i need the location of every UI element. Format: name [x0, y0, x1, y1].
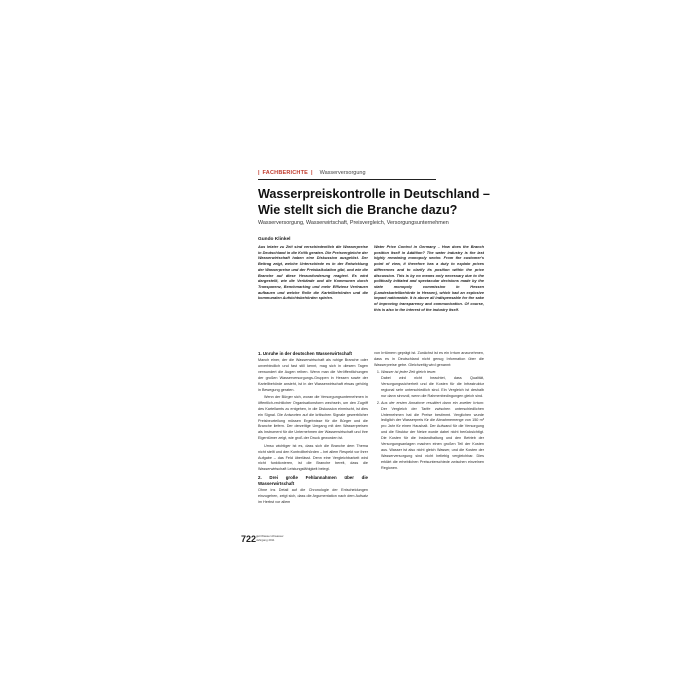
article-keywords: Wasserversorgung, Wasserwirtschaft, Preisvergleich, Versorgungsunternehmen	[258, 220, 449, 226]
header-separator-2: |	[311, 170, 313, 176]
body-column-right	[374, 351, 484, 541]
list-item	[381, 401, 484, 472]
body-column-left	[258, 351, 368, 541]
list-item-text: Der Vergleich der Tarife zwischen unterschiedlichen Unternehmen hat die Preise bestimmt. Verglichen wurde lediglich der Wasserpreis für die Abnahmemenge von 150 m³ pro Jahr für einen Haushalt. Der Aufwand für die Versorgung und die Struktur der Netze wurde dabei nicht berücksichtigt. Die Kosten für die Instandhaltung und den Betrieb der Versorgungsanlagen machen einen großen Teil der Kosten aus. Wasser ist also nicht gleich Wasser, und die Kosten der Wasserversorgung sind nicht beliebig vergleichbar. Dies erklärt die erheblichen Preisunterschiede zwischen einzelnen Regionen.	[381, 406, 484, 470]
topic-label: Wasserversorgung	[319, 170, 366, 176]
abstract-german: Aus letzter zu Zeit sind verschiedentlich die Wasserpreise in Deutschland in die Kritik geraten. Die Preisvergleiche der Wasserwirtschaft haben eine Diskussion ausgelöst. Der Beitrag zeigt, welche Unterschiede es in der Entwicklung der Wasserpreise und der Preiskalkulation gibt, und wie die Branche auf diese Herausforderung reagiert. Es wird dargestellt, wie die Verbände und die Kommunen durch Transparenz, Benchmarking und mehr Effizienz Vertrauen aufbauen und welche Rolle die Kartellbehörden und die kommunalen Aufsichtsbehörden spielen.	[258, 245, 368, 301]
section-label: FACHBERICHTE	[262, 170, 309, 176]
journal-issue: Jahrgang 2011	[256, 537, 275, 542]
journal-name: gwf-Wasser Abwasser	[256, 534, 284, 538]
list-item-text: Dabei wird nicht beachtet, dass Qualität, Versorgungssicherheit und die Kosten für die Infrastruktur regional sehr unterschiedlich sind. Ein Vergleich ist deshalb nur dann sinnvoll, wenn die Rahmenbedingungen gleich sind.	[381, 376, 484, 398]
right-column-paragraph-1: von Irrtümern geprägt ist. Zunächst ist es ein Irrtum anzunehmen, dass es in Deutschland nicht genug Information über die Wasserpreise gebe. Gleichzeitig wird genannt:	[374, 351, 484, 367]
section-1-paragraph-1: Manch einer, der die Wasserwirtschaft als ruhige Branche oder unverbindlich und fast still kennt, mag sich in diesem Tagen verwundert die Augen reiben. Wenn man die Veröffentlichungen der großen Wasserversorgungs-Gruppen in Hessen sowie der Kartellbehörde ansieht, ist in der Wasserwirtschaft etwas gehörig in Bewegung geraten.	[258, 358, 368, 392]
list-item	[381, 370, 484, 400]
list-item-lead: Aus der ersten Annahme resultiert dann ein zweiter Irrtum:	[381, 400, 484, 405]
list-item-lead: Wasser ist jeder Zeit gleich teuer.	[381, 370, 437, 375]
section-header	[258, 167, 436, 180]
section-1-paragraph-3: Umso wichtiger ist es, dass sich die Branche dem Thema nicht stellt und den Kontrollbehörden – bei allem Respekt vor ihrer Aufgabe – das Feld überlässt. Denn eine Vergleichbarkeit wird nicht funktionieren, ist die Branche bereit, dass die Wasserwirtschaft Leistungsfähigkeit belegt.	[258, 443, 368, 472]
section-1-paragraph-2: Wenn der Bürger sich, woran die Versorgungsunternehmen in öffentlich-rechtlicher Organisationsform wechseln, um den Zugriff des Kartellamts zu entgehen, in die Diskussion einmischt, ist dies ein Signal. Die Antworten auf die kritischen Signale gewerblicher Preisbeurteilung müssen Ergebnisse für die Bürger und die Branche liefern. Der derzeitige Umgang mit den Wasserpreisen als Instrument für die Unternehmen der Wasserwirtschaft und ihre Eigentümer zeigt, wie groß der Druck geworden ist.	[258, 394, 368, 441]
page-number: 722	[241, 534, 257, 544]
article-title	[258, 187, 508, 218]
section-1-heading: 1. Unruhe in der deutschen Wasserwirtschaft	[258, 351, 353, 356]
article-author: Gundo Klinkel	[258, 237, 291, 242]
fallacy-list	[374, 370, 484, 471]
title-line-1: Wasserpreiskontrolle in Deutschland –	[258, 187, 490, 201]
title-line-2: Wie stellt sich die Branche dazu?	[258, 202, 458, 217]
section-2-paragraph-1: Ohne ins Detail auf die Chronologie der Entscheidungen einzugehen, zeigt sich, dass die Argumentation nach dem Aufsatz im Herbst vor allem	[258, 487, 368, 504]
section-2-heading: 2. Drei große Fehlannahmen über die Wasserwirtschaft	[258, 474, 368, 486]
header-separator: |	[258, 170, 260, 176]
abstract-english: Water Price Control in Germany – How does the Branch position itself in Addition? The water industry is the last highly remaining monopoly sector. From the customer's point of view, it therefore has a duty to explain prices differences and to clarify its position within the price discussion. This is by no means only necessary due to the politically initiated and spectacular decisions made by the state monopoly commission in Hessen (Landeskartellbehörde in Hessen), which had an explosive impact nationwide. It is above all indispensable for the sake of improving transparency and communication. Of course, this is also in the interest of the industry itself.	[374, 245, 484, 312]
journal-info	[256, 535, 316, 542]
